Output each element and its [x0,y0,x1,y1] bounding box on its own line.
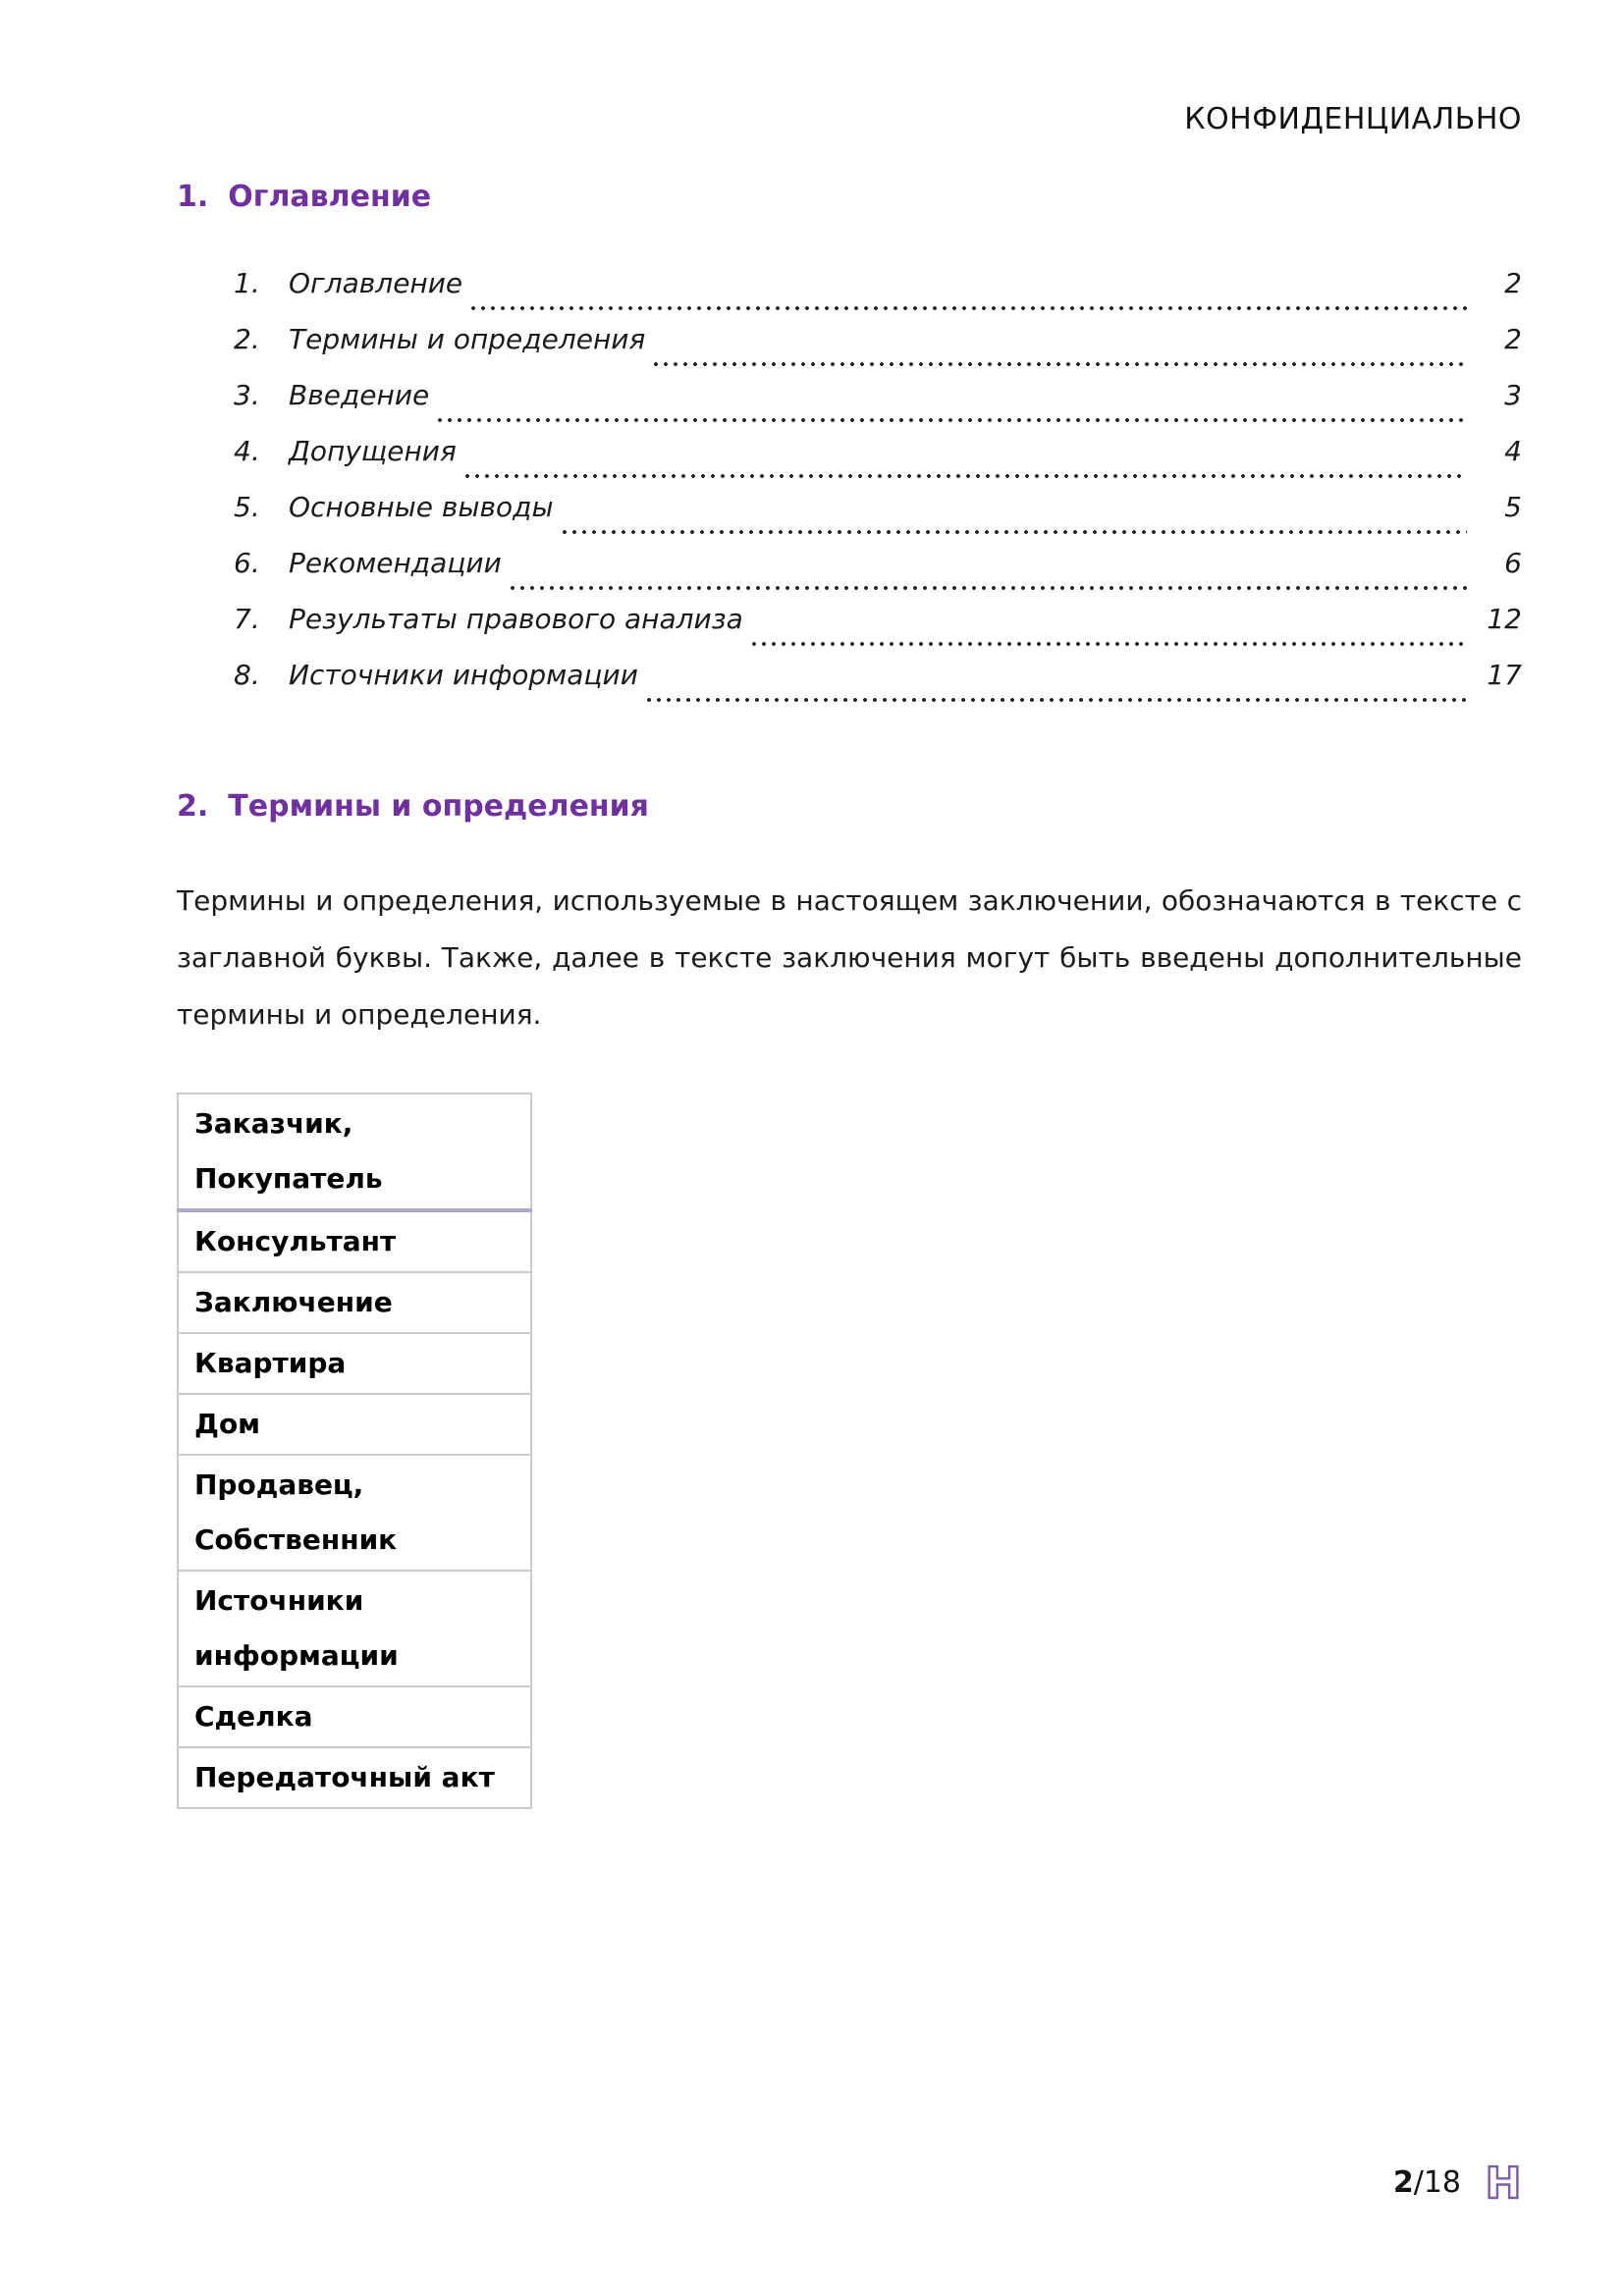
toc-list [177,267,1522,715]
toc-leader-dots [435,417,1467,423]
page-number-total: /18 [1413,2164,1461,2200]
section-number: 1. [177,180,209,214]
svg-text:Н: Н [1485,2159,1522,2207]
toc-item-label: Термины и определения [289,323,646,355]
toc-page-number: 3 [1504,379,1522,411]
toc-item[interactable] [234,379,1522,435]
table-row [178,1333,1521,1394]
term-cell: Квартира [178,1333,531,1394]
section-title: Оглавление [228,180,432,214]
confidential-label: КОНФИДЕНЦИАЛЬНО [1184,102,1522,136]
toc-leader-dots [560,529,1467,535]
toc-item[interactable] [234,267,1522,323]
term-cell: Дом [178,1394,531,1455]
toc-item-label: Основные выводы [289,491,554,523]
term-cell: Сделка [178,1686,531,1747]
table-row [178,1686,1521,1747]
section-heading-toc [177,180,1522,214]
table-row [178,1272,1521,1333]
section-number: 2. [177,789,209,824]
toc-item[interactable] [234,491,1522,547]
toc-item-label: Результаты правового анализа [289,603,743,635]
toc-item-number: 3. [234,379,260,411]
section-title: Термины и определения [228,789,649,824]
toc-item-label: Оглавление [289,267,463,299]
toc-item[interactable] [234,435,1522,491]
table-row [178,1455,1521,1571]
toc-leader-dots [749,641,1467,647]
table-row [178,1394,1521,1455]
toc-item-label: Допущения [289,435,457,467]
term-cell: Заключение [178,1272,531,1333]
toc-leader-dots [508,585,1467,591]
toc-item-number: 1. [234,267,260,299]
page-footer [1393,2158,1522,2207]
toc-leader-dots [468,305,1467,311]
terms-table [177,1093,1522,1809]
toc-page-number: 4 [1504,435,1522,467]
toc-item-number: 6. [234,547,260,579]
toc-item-label: Источники информации [289,659,638,691]
toc-item-number: 5. [234,491,260,523]
toc-page-number: 2 [1504,267,1522,299]
toc-item[interactable] [234,603,1522,659]
term-cell: Продавец, Собственник [178,1455,531,1571]
table-row [178,1094,1521,1210]
table-row [178,1210,1521,1272]
toc-item-number: 2. [234,323,260,355]
toc-item[interactable] [234,323,1522,379]
page-number [1393,2165,1461,2200]
toc-item-number: 4. [234,435,260,467]
toc-item-label: Рекомендации [289,547,502,579]
toc-leader-dots [462,473,1467,479]
terms-intro-paragraph: Термины и определения, используемые в настоящем заключении, обозначаются в тексте с заглавной буквы. Также, далее в тексте заключения могут быть введены дополнительные термины и определения. [177,884,1522,1031]
term-cell: Источники информации [178,1571,531,1686]
terms-table-body [178,1094,1521,1808]
table-row [178,1747,1521,1808]
toc-leader-dots [651,361,1467,367]
term-cell: Консультант [178,1210,531,1272]
toc-page-number: 12 [1487,603,1522,635]
toc-page-number: 6 [1504,547,1522,579]
toc-item[interactable] [234,547,1522,603]
toc-item-number: 7. [234,603,260,635]
toc-item[interactable] [234,659,1522,715]
toc-page-number: 2 [1504,323,1522,355]
page-number-current: 2 [1392,2164,1414,2200]
toc-leader-dots [644,697,1467,703]
toc-item-number: 8. [234,659,260,691]
nedelko-partners-logo-icon [1485,2158,1522,2207]
term-cell: Передаточный акт [178,1747,531,1808]
toc-page-number: 5 [1504,491,1522,523]
table-row [178,1571,1521,1686]
toc-page-number: 17 [1487,659,1522,691]
section-heading-terms [177,789,1522,824]
term-cell: Заказчик, Покупатель [178,1094,531,1210]
toc-item-label: Введение [289,379,430,411]
